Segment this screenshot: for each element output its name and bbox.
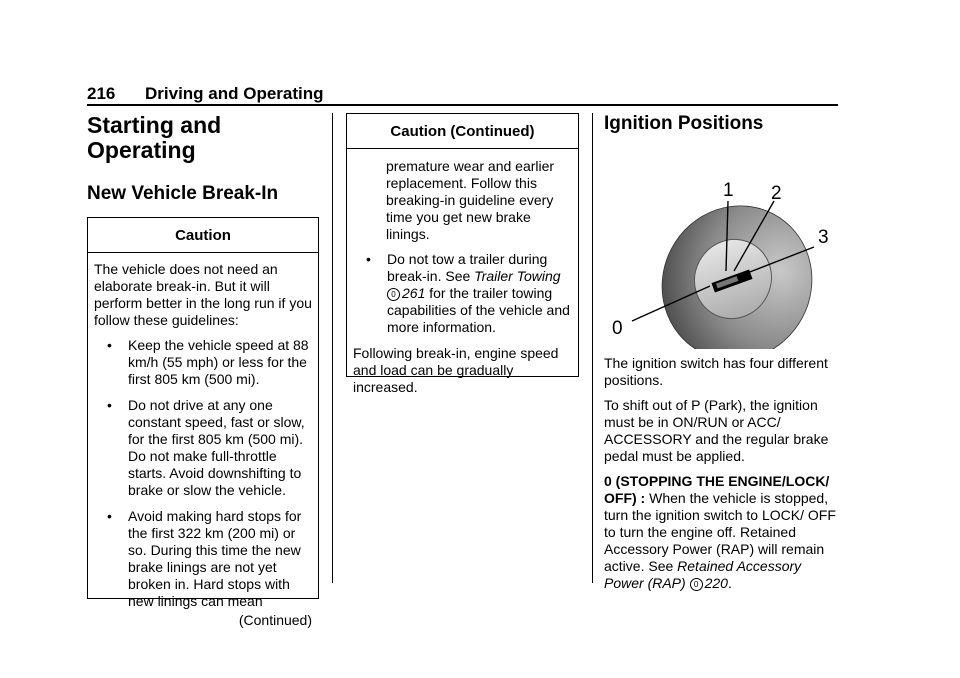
column-1 [87, 112, 319, 628]
position-label-2: 2 [771, 183, 782, 204]
position-label-3: 3 [818, 227, 829, 248]
column-2 [346, 113, 579, 395]
caution-box-continued [346, 113, 579, 395]
page-ref[interactable]: 261 [402, 285, 426, 301]
list-item: • Keep the vehicle speed at 88 km/h (55 mph) or less for the first 805 km (500 mi). [107, 337, 309, 387]
section-title: Driving and Operating [145, 84, 324, 103]
list-item: • Do not tow a trailer during break-in. See Trailer Towing 0 261 for the trailer towing capabilities of the vehicle and more information. [366, 251, 570, 335]
subsection-heading: Ignition Positions [604, 113, 764, 134]
position-label-0: 0 [612, 318, 623, 339]
page-ref[interactable]: 220 [704, 575, 728, 591]
ignition-housing [635, 179, 839, 349]
page-header [87, 84, 838, 106]
term-label: 0 (STOPPING THE ENGINE/LOCK/ OFF) : [604, 473, 830, 506]
caution-box [87, 217, 319, 628]
column-divider [592, 113, 593, 583]
bullet-icon: • [107, 337, 112, 353]
paragraph: The ignition switch has four different positions. [604, 355, 828, 388]
page-ref-icon: 0 [690, 578, 703, 591]
section-heading: Starting and Operating [87, 112, 222, 163]
caution-heading: Caution (Continued) [347, 114, 578, 149]
subsection-heading: New Vehicle Break-In [87, 183, 279, 204]
list-item: • Avoid making hard stops for the first 322 km (200 mi) or so. During this time the new brake linings are not yet broken in. Hard stops with new linings can mean [107, 508, 302, 609]
caution-heading: Caution [88, 218, 318, 253]
ignition-switch-illustration [604, 143, 840, 349]
caution-continued-text: premature wear and earlier replacement. Follow this breaking-in guideline every time you get new brake linings. [386, 158, 555, 242]
page-number: 216 [87, 84, 116, 103]
column-divider [332, 113, 333, 583]
rap-link[interactable]: Retained Accessory Power (RAP) [604, 558, 802, 591]
position-label-1: 1 [723, 180, 734, 201]
caution-intro: The vehicle does not need an elaborate break-in. But it will perform better in the long run if you follow these guidelines: [94, 261, 312, 328]
trailer-towing-link[interactable]: Trailer Towing [474, 268, 561, 284]
column-3 [604, 113, 840, 600]
paragraph: 0 (STOPPING THE ENGINE/LOCK/ OFF) : When the vehicle is stopped, turn the ignition switch to LOCK/ OFF to turn the engine off. Retained Accessory Power (RAP) will remain active. See Retained Accessory Power (RAP) 0 220. [604, 473, 836, 591]
paragraph: To shift out of P (Park), the ignition must be in ON/RUN or ACC/ ACCESSORY and the regular brake pedal must be applied. [604, 397, 829, 464]
list-item: • Do not drive at any one constant speed, fast or slow, for the first 805 km (500 mi). Do not make full-throttle starts. Avoid downshifting to brake or slow the vehicle. [107, 397, 305, 498]
caution-closing: Following break-in, engine speed and load can be gradually increased. [353, 345, 559, 395]
bullet-icon: • [107, 508, 112, 524]
bullet-icon: • [366, 251, 371, 267]
bullet-icon: • [107, 397, 112, 413]
page-ref-icon: 0 [387, 288, 400, 301]
continued-label: (Continued) [238, 612, 312, 628]
